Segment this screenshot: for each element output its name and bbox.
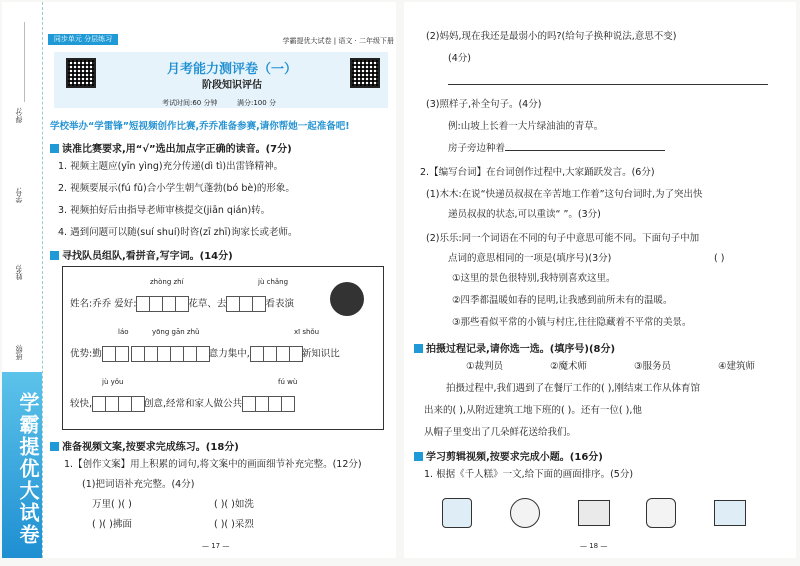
answer-box[interactable] — [263, 346, 277, 362]
row3-a: 较快, — [70, 398, 93, 410]
section-3-heading — [50, 438, 239, 453]
q1-item: 1. 视频主题应(yīn yìng)充分传递(dì tì)出雷锋精神。 — [58, 161, 284, 172]
q1-item: 3. 视频拍好后由指导老师审核提交(jiān qián)转。 — [58, 205, 271, 216]
section-1-heading — [50, 140, 292, 155]
answer-box[interactable] — [250, 346, 264, 362]
q3-1a: (1)把词语补充完整。(4分) — [82, 479, 195, 490]
section-2-heading — [50, 247, 233, 262]
job-option: ③服务员 — [634, 361, 672, 372]
fill-sentence-text: 房子旁边种着 — [448, 143, 506, 154]
girl-avatar — [330, 282, 364, 316]
brand-text: 学霸提优大试卷 — [16, 392, 40, 546]
section-2-text: 寻找队员组队,看拼音,写字词。(14分) — [62, 251, 233, 262]
section-4-heading — [414, 340, 615, 355]
farmer-illustration — [646, 498, 676, 528]
header-right: 学霸提优大试卷 | 语文 · 二年级下册 — [282, 37, 394, 45]
q2-text: (2)妈妈,现在我还是最弱小的吗?(给句子换种说法,意思不变) — [426, 31, 677, 42]
option: ①这里的景色很特别,我特别喜欢这里。 — [452, 273, 616, 284]
brand-banner — [2, 372, 42, 558]
row2-c: 新知识比 — [301, 348, 340, 360]
answer-box[interactable] — [226, 296, 240, 312]
answer-box[interactable] — [255, 396, 269, 412]
answer-box[interactable] — [102, 346, 116, 362]
q2-score: (4分) — [448, 53, 471, 64]
exam-time: 考试时间:60 分钟 — [162, 99, 218, 107]
pinyin: fú wù — [278, 378, 298, 386]
pinyin: xī shǒu — [294, 328, 320, 336]
answer-box[interactable] — [162, 296, 176, 312]
row1-b: 花草、去 — [188, 298, 227, 310]
row3-text — [70, 396, 294, 412]
pinyin: jù yǒu — [102, 378, 124, 386]
section-icon — [414, 452, 423, 461]
q2-1: (1)木木:在说“快递员叔叔在辛苦地工作着”这句台词时,为了突出快 — [426, 189, 703, 200]
paragraph-line: 从帽子里变出了几朵鲜花送给我们。 — [424, 427, 577, 438]
script-question: 2.【编写台词】在台词创作过程中,大家踊跃发言。(6分) — [420, 167, 655, 178]
answer-box[interactable] — [118, 396, 132, 412]
answer-box[interactable] — [170, 346, 184, 362]
section-icon — [414, 344, 423, 353]
student-id-label: 学号: — [15, 187, 23, 204]
answer-box[interactable] — [183, 346, 197, 362]
pinyin: láo — [118, 328, 129, 336]
answer-box[interactable] — [242, 396, 256, 412]
section-1-text: 读准比赛要求,用“√”选出加点字正确的读音。(7分) — [62, 144, 292, 155]
q1-item: 2. 视频要展示(fú fǔ)合小学生朝气蓬勃(bó bè)的形象。 — [58, 183, 295, 194]
row2-b: 意力集中, — [208, 348, 250, 360]
answer-box[interactable] — [149, 296, 163, 312]
page-number: — 17 — — [202, 542, 230, 550]
q3-1: 1.【创作文案】用上积累的词句,将文案中的画面细节补充完整。(12分) — [64, 459, 362, 470]
word-fill[interactable]: ( )( )采烈 — [214, 519, 254, 530]
row2-text — [70, 346, 340, 362]
name-label: 姓名: — [15, 264, 23, 281]
job-option: ②魔术师 — [550, 361, 588, 372]
qr-code-right — [350, 58, 380, 88]
example-sentence: 例:山坡上长着一大片绿油油的青草。 — [448, 121, 604, 132]
answer-box[interactable] — [196, 346, 210, 362]
answer-box[interactable] — [92, 396, 106, 412]
answer-box[interactable] — [131, 396, 145, 412]
option: ③那些看似平常的小镇与村庄,往往隐藏着不平常的美景。 — [452, 317, 692, 328]
pinyin: zhòng zhí — [150, 278, 184, 286]
answer-box[interactable] — [131, 346, 145, 362]
section-5-text: 学习剪辑视频,按要求完成小题。(16分) — [426, 452, 603, 463]
answer-box[interactable] — [105, 396, 119, 412]
fill-sentence — [448, 142, 665, 155]
answer-line[interactable] — [448, 84, 768, 85]
right-page — [404, 2, 796, 558]
left-page — [2, 2, 396, 558]
answer-paren[interactable]: ( ) — [714, 253, 725, 264]
word-fill[interactable]: ( )( )如洗 — [214, 499, 254, 510]
q2-2b: 点词的意思相同的一项是(填序号)(3分) — [448, 253, 612, 264]
answer-blank[interactable] — [505, 150, 665, 151]
row1-c: 看表演 — [265, 298, 294, 310]
strip-line — [24, 22, 25, 102]
answer-box[interactable] — [136, 296, 150, 312]
q5-text: 1. 根据《千人糕》一文,给下面的画面排序。(5分) — [424, 469, 634, 480]
truck-illustration — [578, 500, 610, 526]
word-fill[interactable]: 万里( )( ) — [92, 499, 132, 510]
row3-b: 创意,经常和家人做公共 — [144, 398, 243, 410]
class-label: 班级: — [15, 344, 23, 361]
q1-item: 4. 遇到问题可以随(suí shuí)时咨(zī zhī)询家长或老师。 — [58, 227, 298, 238]
section-icon — [50, 251, 59, 260]
section-3-text: 准备视频文案,按要求完成练习。(18分) — [62, 442, 239, 453]
answer-box[interactable] — [281, 396, 295, 412]
paragraph-line: 出来的( ),从附近建筑工地下班的( )。还有一位( ),他 — [424, 405, 642, 416]
answer-box[interactable] — [157, 346, 171, 362]
page-number: — 18 — — [580, 542, 608, 550]
row1-a: 姓名:乔乔 爱好: — [70, 298, 137, 310]
pinyin: yōng gān zhǔ — [152, 328, 200, 336]
answer-box[interactable] — [268, 396, 282, 412]
series-tag: 同步单元 分层练习 — [48, 34, 118, 45]
section-5-heading — [414, 448, 603, 463]
pinyin: jù chǎng — [258, 278, 289, 286]
section-icon — [50, 442, 59, 451]
answer-box[interactable] — [115, 346, 129, 362]
section-4-text: 拍摄过程记录,请你选一选。(填序号)(8分) — [426, 344, 616, 355]
job-option: ①裁判员 — [466, 361, 504, 372]
row2-a: 优势:勤 — [70, 348, 102, 360]
option: ②四季都温暖如春的昆明,让我感到前所未有的温暖。 — [452, 295, 673, 306]
answer-box[interactable] — [276, 346, 290, 362]
row1-text — [70, 296, 294, 312]
qr-code-left — [66, 58, 96, 88]
test-title: 月考能力测评卷（一） — [166, 62, 297, 77]
answer-box[interactable] — [289, 346, 303, 362]
mill-illustration — [510, 498, 540, 528]
illustration-row — [442, 492, 782, 532]
cake-illustration — [442, 498, 472, 528]
intro-text: 学校举办“学雷锋”短视频创作比赛,乔乔准备参赛,请你帮她一起准备吧! — [50, 121, 350, 132]
paragraph-line: 拍摄过程中,我们遇到了在餐厅工作的( ),刚结束工作从体育馆 — [446, 383, 700, 394]
section-icon — [50, 144, 59, 153]
job-option: ④建筑师 — [718, 361, 756, 372]
binding-strip — [2, 2, 43, 558]
q3-text: (3)照样子,补全句子。(4分) — [426, 99, 542, 110]
harvester-illustration — [714, 500, 746, 526]
q2-2: (2)乐乐:同一个词语在不同的句子中意思可能不同。下面句子中加 — [426, 233, 700, 244]
score-label: 得分: — [15, 107, 23, 124]
answer-box[interactable] — [239, 296, 253, 312]
test-subtitle: 阶段知识评估 — [202, 80, 262, 91]
full-score: 满分:100 分 — [237, 99, 276, 107]
answer-box[interactable] — [144, 346, 158, 362]
q2-1b: 递员叔叔的状态,可以重读“ ”。(3分) — [448, 209, 601, 220]
word-fill[interactable]: ( )( )拂面 — [92, 519, 132, 530]
